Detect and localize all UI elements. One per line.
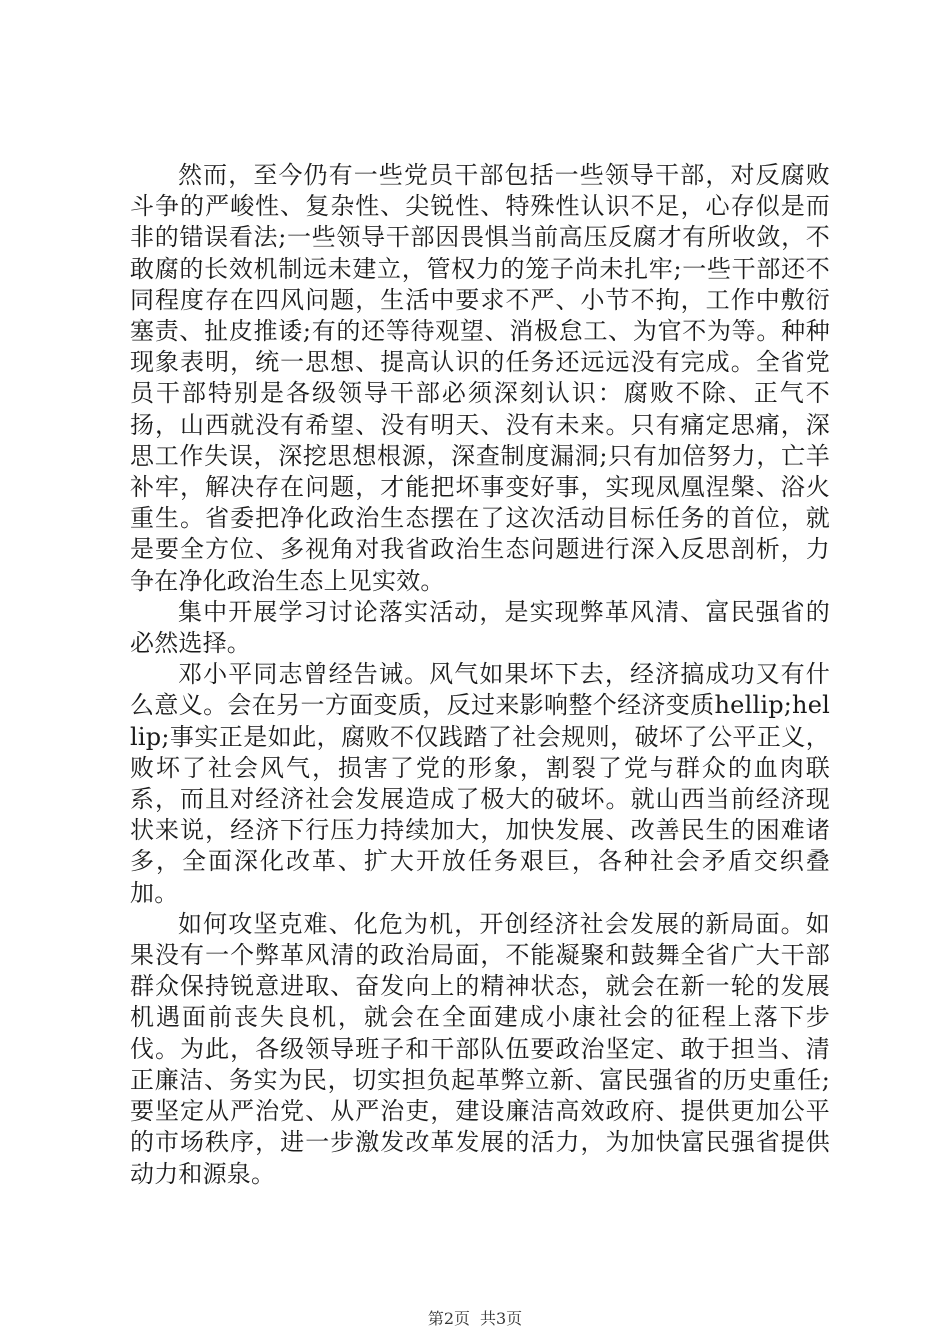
paragraph-3: 邓小平同志曾经告诫。风气如果坏下去，经济搞成功又有什么意义。会在另一方面变质，反过来影响整个经济变质hellip;hellip;事实正是如此，腐败不仅践踏了社会规则，破坏了公平正义，败坏了社会风气，损害了党的形象，割裂了党与群众的血肉联系，而且对经济社会发展造成了极大的破坏。就山西当前经济现状来说，经济下行压力持续加大，加快发展、改善民生的困难诸多，全面深化改革、扩大开放任务艰巨，各种社会矛盾交织叠加。 — [130, 660, 830, 907]
paragraph-2: 集中开展学习讨论落实活动，是实现弊革风清、富民强省的必然选择。 — [130, 597, 830, 658]
page-number: 第2页 — [427, 1309, 470, 1328]
paragraph-4: 如何攻坚克难、化危为机，开创经济社会发展的新局面。如果没有一个弊革风清的政治局面，不能凝聚和鼓舞全省广大干部群众保持锐意进取、奋发向上的精神状态，就会在新一轮的发展机遇面前丧失良机，就会在全面建成小康社会的征程上落下步伐。为此，各级领导班子和干部队伍要政治坚定、敢于担当、清正廉洁、务实为民，切实担负起革弊立新、富民强省的历史重任;要坚定从严治党、从严治吏，建设廉洁高效政府、提供更加公平的市场秩序，进一步激发改革发展的活力，为加快富民强省提供动力和源泉。 — [130, 909, 830, 1188]
document-body — [130, 160, 830, 1190]
paragraph-1: 然而，至今仍有一些党员干部包括一些领导干部，对反腐败斗争的严峻性、复杂性、尖锐性、特殊性认识不足，心存似是而非的错误看法;一些领导干部因畏惧当前高压反腐才有所收敛，不敢腐的长效机制远未建立，管权力的笼子尚未扎牢;一些干部还不同程度存在四风问题，生活中要求不严、小节不拘，工作中敷衍塞责、扯皮推诿;有的还等待观望、消极怠工、为官不为等。种种现象表明，统一思想、提高认识的任务还远远没有完成。全省党员干部特别是各级领导干部必须深刻认识：腐败不除、正气不扬，山西就没有希望、没有明天、没有未来。只有痛定思痛，深思工作失误，深挖思想根源，深查制度漏洞;只有加倍努力，亡羊补牢，解决存在问题，才能把坏事变好事，实现凤凰涅槃、浴火重生。省委把净化政治生态摆在了这次活动目标任务的首位，就是要全方位、多视角对我省政治生态问题进行深入反思剖析，力争在净化政治生态上见实效。 — [130, 161, 830, 595]
page-footer — [0, 1306, 950, 1329]
page-total: 共3页 — [480, 1309, 523, 1328]
